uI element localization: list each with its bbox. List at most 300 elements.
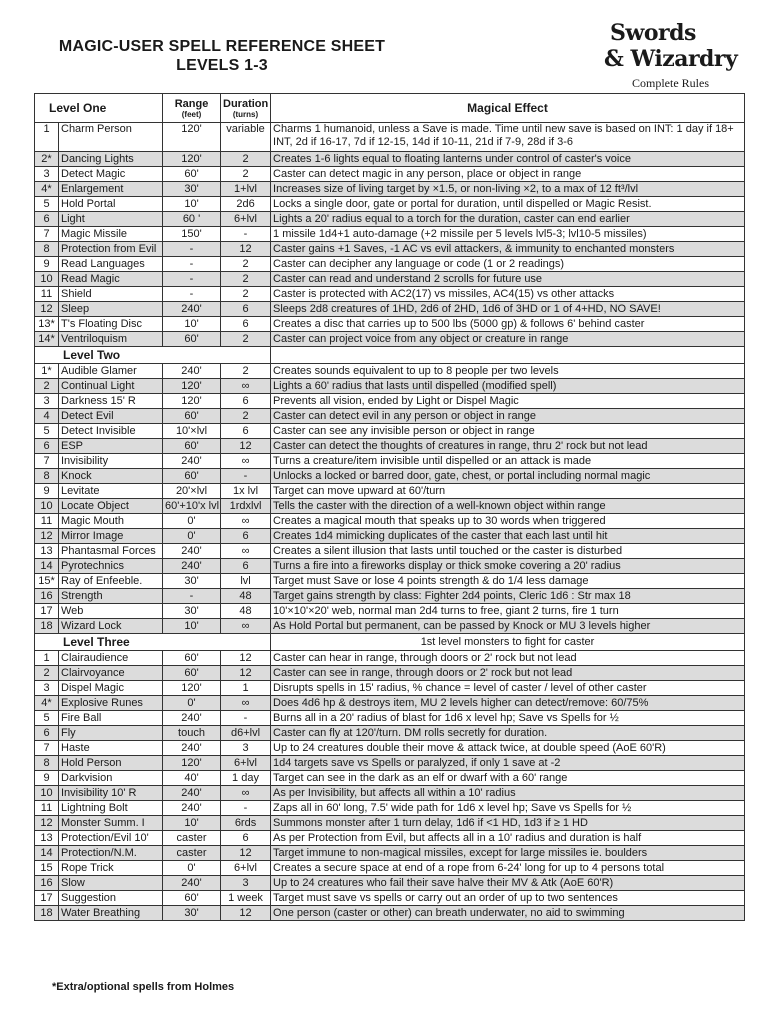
section-label: Level Three: [35, 634, 271, 651]
spell-row: [35, 771, 745, 786]
spell-row: [35, 666, 745, 681]
spell-effect: One person (caster or other) can breath underwater, no aid to swimming: [271, 906, 745, 921]
spell-name: Read Languages: [59, 257, 163, 272]
spell-duration: 2: [221, 272, 271, 287]
spell-range: 60 ': [163, 212, 221, 227]
spell-range: 240': [163, 302, 221, 317]
spell-effect: Target gains strength by class: Fighter 2d4 points, Cleric 1d6 : Str max 18: [271, 589, 745, 604]
spell-name: Web: [59, 604, 163, 619]
spell-duration: ∞: [221, 619, 271, 634]
spell-row: [35, 876, 745, 891]
spell-range: 60'+10'x lvl: [163, 499, 221, 514]
spell-name: Light: [59, 212, 163, 227]
spell-range: -: [163, 287, 221, 302]
section-label: Level Two: [35, 347, 271, 364]
spell-table: [34, 93, 745, 921]
spell-duration: variable: [221, 123, 271, 152]
spell-name: Darkvision: [59, 771, 163, 786]
spell-row: [35, 379, 745, 394]
spell-number: 4*: [35, 696, 59, 711]
header-duration-unit: (turns): [232, 109, 259, 119]
header-duration: [221, 94, 271, 123]
spell-effect: Tells the caster with the direction of a well-known object within range: [271, 499, 745, 514]
spell-row: [35, 711, 745, 726]
spell-row: [35, 394, 745, 409]
spell-number: 2: [35, 666, 59, 681]
spell-range: 240': [163, 711, 221, 726]
spell-name: Dispel Magic: [59, 681, 163, 696]
spell-effect: Creates 1-6 lights equal to floating lanterns under control of caster's voice: [271, 152, 745, 167]
spell-range: 20'×lvl: [163, 484, 221, 499]
spell-effect: Caster can detect magic in any person, place or object in range: [271, 167, 745, 182]
spell-duration: 2: [221, 167, 271, 182]
spell-number: 12: [35, 529, 59, 544]
spell-effect: Lights a 20' radius equal to a torch for the duration, caster can end earlier: [271, 212, 745, 227]
spell-range: 60': [163, 651, 221, 666]
spell-effect: Disrupts spells in 15' radius, % chance = level of caster / level of other caster: [271, 681, 745, 696]
spell-effect: Caster is protected with AC2(17) vs missiles, AC4(15) vs other attacks: [271, 287, 745, 302]
spell-duration: 2: [221, 257, 271, 272]
spell-number: 6: [35, 439, 59, 454]
spell-row: [35, 152, 745, 167]
spell-range: 30': [163, 182, 221, 197]
spell-name: Protection from Evil: [59, 242, 163, 257]
spell-name: Strength: [59, 589, 163, 604]
spell-number: 15*: [35, 574, 59, 589]
spell-name: Rope Trick: [59, 861, 163, 876]
spell-row: [35, 257, 745, 272]
spell-range: 30': [163, 574, 221, 589]
spell-name: Locate Object: [59, 499, 163, 514]
spell-duration: 2: [221, 332, 271, 347]
header-duration-label: Duration: [223, 97, 269, 110]
spell-number: 10: [35, 272, 59, 287]
spell-number: 11: [35, 514, 59, 529]
spell-number: 14: [35, 846, 59, 861]
spell-effect: Lights a 60' radius that lasts until dispelled (modified spell): [271, 379, 745, 394]
spell-duration: ∞: [221, 454, 271, 469]
spell-range: 60': [163, 891, 221, 906]
spell-effect: Target can move upward at 60'/turn: [271, 484, 745, 499]
spell-range: 0': [163, 529, 221, 544]
section-note: 1st level monsters to fight for caster: [271, 634, 745, 651]
spell-name: Pyrotechnics: [59, 559, 163, 574]
spell-name: Ray of Enfeeble.: [59, 574, 163, 589]
spell-duration: 6: [221, 317, 271, 332]
spell-row: [35, 197, 745, 212]
spell-name: Water Breathing: [59, 906, 163, 921]
spell-effect: Creates a disc that carries up to 500 lbs (5000 gp) & follows 6' behind caster: [271, 317, 745, 332]
spell-range: 240': [163, 364, 221, 379]
spell-duration: ∞: [221, 696, 271, 711]
spell-effect: Locks a single door, gate or portal for duration, until dispelled or Magic Resist.: [271, 197, 745, 212]
spell-name: Mirror Image: [59, 529, 163, 544]
spell-name: Hold Person: [59, 756, 163, 771]
spell-number: 6: [35, 212, 59, 227]
spell-duration: 12: [221, 846, 271, 861]
spell-name: Levitate: [59, 484, 163, 499]
header-level-one: Level One: [35, 94, 163, 123]
spell-effect: 10'×10'×20' web, normal man 2d4 turns to free, giant 2 turns, fire 1 turn: [271, 604, 745, 619]
spell-row: [35, 287, 745, 302]
spell-row: [35, 212, 745, 227]
spell-range: 0': [163, 696, 221, 711]
spell-effect: As Hold Portal but permanent, can be passed by Knock or MU 3 levels higher: [271, 619, 745, 634]
spell-number: 15: [35, 861, 59, 876]
spell-name: Dancing Lights: [59, 152, 163, 167]
spell-duration: 48: [221, 604, 271, 619]
spell-duration: 6: [221, 559, 271, 574]
spell-duration: 48: [221, 589, 271, 604]
spell-name: Charm Person: [59, 123, 163, 152]
spell-row: [35, 469, 745, 484]
spell-range: 150': [163, 227, 221, 242]
spell-number: 10: [35, 499, 59, 514]
spell-duration: ∞: [221, 544, 271, 559]
spell-duration: ∞: [221, 379, 271, 394]
spell-number: 4: [35, 409, 59, 424]
spell-row: [35, 123, 745, 152]
spell-number: 3: [35, 394, 59, 409]
spell-range: caster: [163, 831, 221, 846]
spell-range: 10': [163, 619, 221, 634]
spell-range: caster: [163, 846, 221, 861]
spell-number: 8: [35, 242, 59, 257]
header-range-unit: (feet): [181, 109, 202, 119]
spell-range: -: [163, 257, 221, 272]
spell-effect: Zaps all in 60' long, 7.5' wide path for 1d6 x level hp; Save vs Spells for ½: [271, 801, 745, 816]
header-effect: Magical Effect: [271, 94, 745, 123]
spell-row: [35, 484, 745, 499]
spell-number: 3: [35, 167, 59, 182]
spell-range: 240': [163, 786, 221, 801]
spell-name: Wizard Lock: [59, 619, 163, 634]
spell-name: Suggestion: [59, 891, 163, 906]
spell-duration: 6: [221, 394, 271, 409]
spell-row: [35, 409, 745, 424]
spell-effect: Summons monster after 1 turn delay, 1d6 if <1 HD, 1d3 if ≥ 1 HD: [271, 816, 745, 831]
spell-row: [35, 604, 745, 619]
spell-row: [35, 574, 745, 589]
spell-row: [35, 726, 745, 741]
column-header-row: [35, 94, 745, 123]
spell-row: [35, 514, 745, 529]
spell-row: [35, 906, 745, 921]
spell-number: 7: [35, 454, 59, 469]
spell-name: Sleep: [59, 302, 163, 317]
spell-duration: 12: [221, 666, 271, 681]
spell-row: [35, 861, 745, 876]
spell-row: [35, 756, 745, 771]
spell-duration: 6: [221, 302, 271, 317]
spell-effect: Creates sounds equivalent to up to 8 people per two levels: [271, 364, 745, 379]
spell-row: [35, 831, 745, 846]
title-line-2: LEVELS 1-3: [176, 57, 268, 74]
spell-duration: 12: [221, 439, 271, 454]
spell-effect: Charms 1 humanoid, unless a Save is made. Time until new save is based on INT: 1 day if 18+ INT, 2d if 16-17, 7d if 12-15, 14d if 10-11, 21d if 7-9, 28d if 3-6: [271, 123, 745, 152]
spell-range: 240': [163, 876, 221, 891]
spell-range: -: [163, 589, 221, 604]
spell-range: 120': [163, 123, 221, 152]
spell-duration: 6+lvl: [221, 756, 271, 771]
spell-range: 120': [163, 756, 221, 771]
spell-effect: Caster can project voice from any object or creature in range: [271, 332, 745, 347]
section-note: [271, 347, 745, 364]
spell-number: 4*: [35, 182, 59, 197]
spell-row: [35, 182, 745, 197]
spell-effect: Prevents all vision, ended by Light or Dispel Magic: [271, 394, 745, 409]
spell-number: 2*: [35, 152, 59, 167]
section-header-row: [35, 347, 745, 364]
spell-effect: Caster can hear in range, through doors or 2' rock but not lead: [271, 651, 745, 666]
spell-range: 60': [163, 167, 221, 182]
spell-range: 60': [163, 469, 221, 484]
spell-effect: Caster can read and understand 2 scrolls for future use: [271, 272, 745, 287]
spell-row: [35, 619, 745, 634]
spell-duration: 2d6: [221, 197, 271, 212]
spell-number: 7: [35, 741, 59, 756]
spell-number: 11: [35, 287, 59, 302]
spell-effect: Target immune to non-magical missiles, except for large missiles ie. boulders: [271, 846, 745, 861]
spell-duration: 1: [221, 681, 271, 696]
spell-row: [35, 167, 745, 182]
spell-duration: 2: [221, 287, 271, 302]
spell-row: [35, 227, 745, 242]
spell-row: [35, 891, 745, 906]
spell-name: Shield: [59, 287, 163, 302]
spell-row: [35, 364, 745, 379]
spell-range: 60': [163, 332, 221, 347]
spell-range: 30': [163, 906, 221, 921]
spell-effect: 1 missile 1d4+1 auto-damage (+2 missile per 5 levels lvl5-3; lvl10-5 missiles): [271, 227, 745, 242]
spell-effect: Does 4d6 hp & destroys item, MU 2 levels higher can detect/remove: 60/75%: [271, 696, 745, 711]
section-header-row: [35, 634, 745, 651]
spell-effect: Creates 1d4 mimicking duplicates of the caster that each last until hit: [271, 529, 745, 544]
spell-duration: 1rdxlvl: [221, 499, 271, 514]
spell-range: 10'×lvl: [163, 424, 221, 439]
spell-number: 9: [35, 484, 59, 499]
spell-duration: 3: [221, 876, 271, 891]
spell-name: Haste: [59, 741, 163, 756]
spell-range: 120': [163, 681, 221, 696]
spell-duration: 2: [221, 364, 271, 379]
spell-duration: ∞: [221, 514, 271, 529]
spell-name: Knock: [59, 469, 163, 484]
spell-range: 60': [163, 666, 221, 681]
spell-name: Magic Mouth: [59, 514, 163, 529]
spell-effect: 1d4 targets save vs Spells or paralyzed, if only 1 save at -2: [271, 756, 745, 771]
spell-duration: lvl: [221, 574, 271, 589]
spell-effect: Creates a secure space at end of a rope from 6-24' long for up to 4 persons total: [271, 861, 745, 876]
spell-name: Enlargement: [59, 182, 163, 197]
spell-number: 3: [35, 681, 59, 696]
spell-name: Audible Glamer: [59, 364, 163, 379]
spell-row: [35, 242, 745, 257]
spell-row: [35, 696, 745, 711]
spell-duration: 2: [221, 409, 271, 424]
spell-row: [35, 559, 745, 574]
spell-duration: 1x lvl: [221, 484, 271, 499]
spell-effect: As per Invisibility, but affects all within a 10' radius: [271, 786, 745, 801]
spell-number: 8: [35, 756, 59, 771]
spell-effect: Caster can detect evil in any person or object in range: [271, 409, 745, 424]
spell-name: Fire Ball: [59, 711, 163, 726]
spell-row: [35, 544, 745, 559]
spell-row: [35, 454, 745, 469]
spell-range: 120': [163, 379, 221, 394]
spell-range: 10': [163, 317, 221, 332]
spell-number: 18: [35, 619, 59, 634]
spell-effect: Up to 24 creatures double their move & attack twice, at double speed (AoE 60'R): [271, 741, 745, 756]
logo-word-wizardry: & Wizardry: [604, 46, 738, 72]
spell-effect: Target must Save or lose 4 points strength & do 1/4 less damage: [271, 574, 745, 589]
spell-row: [35, 302, 745, 317]
spell-number: 14: [35, 559, 59, 574]
spell-duration: 12: [221, 906, 271, 921]
spell-number: 6: [35, 726, 59, 741]
spell-name: Invisibility 10' R: [59, 786, 163, 801]
spell-number: 1: [35, 123, 59, 152]
spell-name: Clairaudience: [59, 651, 163, 666]
spell-effect: Caster can see in range, through doors or 2' rock but not lead: [271, 666, 745, 681]
spell-effect: Creates a magical mouth that speaks up to 30 words when triggered: [271, 514, 745, 529]
spell-duration: ∞: [221, 786, 271, 801]
spell-number: 13: [35, 831, 59, 846]
spell-number: 7: [35, 227, 59, 242]
spell-range: 120': [163, 152, 221, 167]
spell-name: ESP: [59, 439, 163, 454]
spell-effect: Turns a creature/item invisible until dispelled or an attack is made: [271, 454, 745, 469]
spell-effect: Sleeps 2d8 creatures of 1HD, 2d6 of 2HD, 1d6 of 3HD or 1 of 4+HD, NO SAVE!: [271, 302, 745, 317]
swords-wizardry-logo: [604, 18, 744, 102]
spell-row: [35, 272, 745, 287]
spell-row: [35, 529, 745, 544]
spell-name: Ventriloquism: [59, 332, 163, 347]
spell-range: -: [163, 272, 221, 287]
spell-row: [35, 589, 745, 604]
spell-range: 30': [163, 604, 221, 619]
spell-duration: 12: [221, 242, 271, 257]
title-line-1: MAGIC-USER SPELL REFERENCE SHEET: [58, 38, 386, 55]
spell-name: Magic Missile: [59, 227, 163, 242]
header-range: [163, 94, 221, 123]
spell-duration: -: [221, 227, 271, 242]
spell-duration: 1+lvl: [221, 182, 271, 197]
spell-range: 240': [163, 741, 221, 756]
spell-duration: 1 day: [221, 771, 271, 786]
spell-number: 13: [35, 544, 59, 559]
spell-name: Slow: [59, 876, 163, 891]
spell-number: 1: [35, 651, 59, 666]
spell-row: [35, 439, 745, 454]
spell-effect: Caster can detect the thoughts of creatures in range, thru 2' rock but not lead: [271, 439, 745, 454]
spell-number: 1*: [35, 364, 59, 379]
spell-name: Detect Invisible: [59, 424, 163, 439]
spell-name: Read Magic: [59, 272, 163, 287]
spell-effect: Target can see in the dark as an elf or dwarf with a 60' range: [271, 771, 745, 786]
spell-range: 0': [163, 514, 221, 529]
spell-range: 10': [163, 816, 221, 831]
spell-name: Protection/N.M.: [59, 846, 163, 861]
spell-name: Continual Light: [59, 379, 163, 394]
spell-name: Darkness 15' R: [59, 394, 163, 409]
spell-duration: 3: [221, 741, 271, 756]
spell-row: [35, 786, 745, 801]
spell-row: [35, 332, 745, 347]
spell-row: [35, 651, 745, 666]
spell-duration: 6: [221, 424, 271, 439]
spell-duration: 1 week: [221, 891, 271, 906]
spell-name: Fly: [59, 726, 163, 741]
spell-duration: 6+lvl: [221, 861, 271, 876]
spell-effect: Caster gains +1 Saves, -1 AC vs evil attackers, & immunity to enchanted monsters: [271, 242, 745, 257]
spell-effect: Creates a silent illusion that lasts until touched or the caster is disturbed: [271, 544, 745, 559]
spell-number: 2: [35, 379, 59, 394]
spell-name: Explosive Runes: [59, 696, 163, 711]
spell-range: 240': [163, 801, 221, 816]
spell-effect: Turns a fire into a fireworks display or thick smoke covering a 20' radius: [271, 559, 745, 574]
spell-effect: Unlocks a locked or barred door, gate, chest, or portal including normal magic: [271, 469, 745, 484]
spell-number: 9: [35, 257, 59, 272]
spell-row: [35, 816, 745, 831]
spell-row: [35, 741, 745, 756]
spell-name: Detect Evil: [59, 409, 163, 424]
spell-duration: 12: [221, 651, 271, 666]
spell-number: 10: [35, 786, 59, 801]
spell-effect: Increases size of living target by ×1.5, or non-living ×2, to a max of 12 ft³/lvl: [271, 182, 745, 197]
spell-duration: -: [221, 801, 271, 816]
spell-number: 17: [35, 604, 59, 619]
spell-effect: Target must save vs spells or carry out an order of up to two sentences: [271, 891, 745, 906]
spell-duration: -: [221, 469, 271, 484]
spell-effect: As per Protection from Evil, but affects all in a 10' radius and duration is half: [271, 831, 745, 846]
spell-number: 17: [35, 891, 59, 906]
spell-number: 5: [35, 197, 59, 212]
spell-name: Lightning Bolt: [59, 801, 163, 816]
spell-duration: 6: [221, 529, 271, 544]
spell-number: 16: [35, 876, 59, 891]
spell-duration: 6: [221, 831, 271, 846]
spell-number: 16: [35, 589, 59, 604]
spell-name: Protection/Evil 10': [59, 831, 163, 846]
spell-range: 240': [163, 559, 221, 574]
spell-effect: Burns all in a 20' radius of blast for 1d6 x level hp; Save vs Spells for ½: [271, 711, 745, 726]
spell-name: Hold Portal: [59, 197, 163, 212]
logo-word-swords: Swords: [610, 20, 696, 46]
spell-range: 60': [163, 409, 221, 424]
spell-range: 240': [163, 544, 221, 559]
spell-duration: 6+lvl: [221, 212, 271, 227]
spell-range: 40': [163, 771, 221, 786]
spell-name: T's Floating Disc: [59, 317, 163, 332]
spell-name: Invisibility: [59, 454, 163, 469]
spell-number: 18: [35, 906, 59, 921]
spell-row: [35, 681, 745, 696]
spell-duration: 2: [221, 152, 271, 167]
spell-range: 120': [163, 394, 221, 409]
spell-range: 0': [163, 861, 221, 876]
spell-number: 12: [35, 302, 59, 317]
spell-row: [35, 846, 745, 861]
spell-table-body: [35, 123, 745, 921]
spell-effect: Up to 24 creatures who fail their save halve their MV & Atk (AoE 60'R): [271, 876, 745, 891]
spell-name: Clairvoyance: [59, 666, 163, 681]
spell-duration: 6rds: [221, 816, 271, 831]
spell-name: Monster Summ. I: [59, 816, 163, 831]
spell-row: [35, 801, 745, 816]
spell-effect: Caster can see any invisible person or object in range: [271, 424, 745, 439]
page-title: [42, 38, 402, 75]
